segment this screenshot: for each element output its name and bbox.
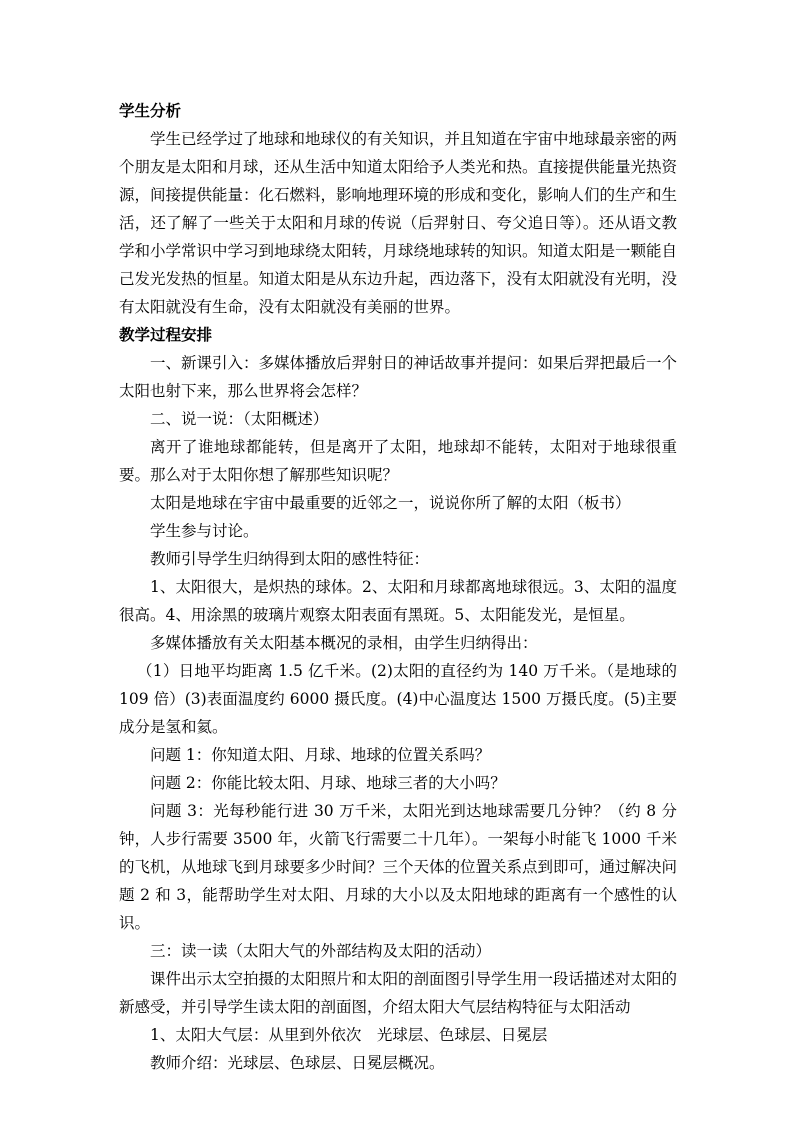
paragraph-video-summary: 多媒体播放有关太阳基本概况的录相，由学生归纳得出： <box>150 634 538 652</box>
paragraph-say-it: 二、说一说：（太阳概述） <box>150 410 329 428</box>
paragraph-atmosphere-layers: 1、太阳大气层：从里到外依次 光球层、色球层、日冕层 <box>150 1026 548 1044</box>
section-heading-teaching-process: 教学过程安排 <box>119 325 213 344</box>
paragraph-teacher-guide: 教师引导学生归纳得到太阳的感性特征： <box>150 550 430 568</box>
paragraph-student-discussion: 学生参与讨论。 <box>150 522 259 540</box>
paragraph-teacher-intro: 教师介绍：光球层、色球层、日冕层概况。 <box>150 1054 445 1072</box>
paragraph-read-it: 三：读一读（太阳大气的外部结构及太阳的活动） <box>150 942 492 960</box>
paragraph-sun-features: 1、太阳很大，是炽热的球体。2、太阳和月球都离地球很远。3、太阳的温度很高。4、用涂黑的玻璃片观察太阳表面有黑斑。5、太阳能发光，是恒星。 <box>119 578 677 624</box>
paragraph-sun-facts: （1）日地平均距离 1.5 亿千米。(2)太阳的直径约为 140 万千米。（是地球的 109 倍）(3)表面温度约 6000 摄氏度。(4)中心温度达 1500 万摄氏度。(5)主要成分是氢和氦。 <box>119 662 677 736</box>
paragraph-question-3: 问题 3：光每秒能行进 30 万千米，太阳光到达地球需要几分钟？（约 8 分钟，人步行需要 3500 年，火箭飞行需要二十几年）。一架每小时能飞 1000 千米的飞机，从地球飞到月球要多少时间？三个天体的位置关系点到即可，通过解决问题 2 和 3，能帮助学生对太阳、月球的大小以及太阳地球的距离有一个感性的认识。 <box>119 802 678 932</box>
student-analysis-paragraph: 学生已经学过了地球和地球仪的有关知识，并且知道在宇宙中地球最亲密的两个朋友是太阳和月球，还从生活中知道太阳给予人类光和热。直接提供能量光热资源，间接提供能量：化石燃料，影响地理环境的形成和变化，影响人们的生产和生活，还了解了一些关于太阳和月球的传说（后羿射日、夸父追日等）。还从语文教学和小学常识中学习到地球绕太阳转，月球绕地球转的知识。知道太阳是一颗能自己发光发热的恒星。知道太阳是从东边升起，西边落下，没有太阳就没有光明，没有太阳就没有生命，没有太阳就没有美丽的世界。 <box>119 130 678 316</box>
paragraph-question-2: 问题 2：你能比较太阳、月球、地球三者的大小吗？ <box>150 774 506 792</box>
paragraph-sun-importance: 离开了谁地球都能转，但是离开了太阳，地球却不能转，太阳对于地球很重要。那么对于太阳你想了解那些知识呢？ <box>119 438 677 484</box>
section-heading-student-analysis: 学生分析 <box>119 101 182 120</box>
paragraph-new-lesson-intro: 一、新课引入：多媒体播放后羿射日的神话故事并提问：如果后羿把最后一个太阳也射下来，那么世界将会怎样？ <box>119 354 678 400</box>
paragraph-question-1: 问题 1：你知道太阳、月球、地球的位置关系吗？ <box>150 746 491 764</box>
paragraph-sun-neighbor: 太阳是地球在宇宙中最重要的近邻之一，说说你所了解的太阳（板书） <box>150 494 631 512</box>
document-page <box>119 97 677 1077</box>
paragraph-courseware: 课件出示太空拍摄的太阳照片和太阳的剖面图引导学生用一段话描述对太阳的新感受，并引导学生读太阳的剖面图，介绍太阳大气层结构特征与太阳活动 <box>119 970 678 1016</box>
